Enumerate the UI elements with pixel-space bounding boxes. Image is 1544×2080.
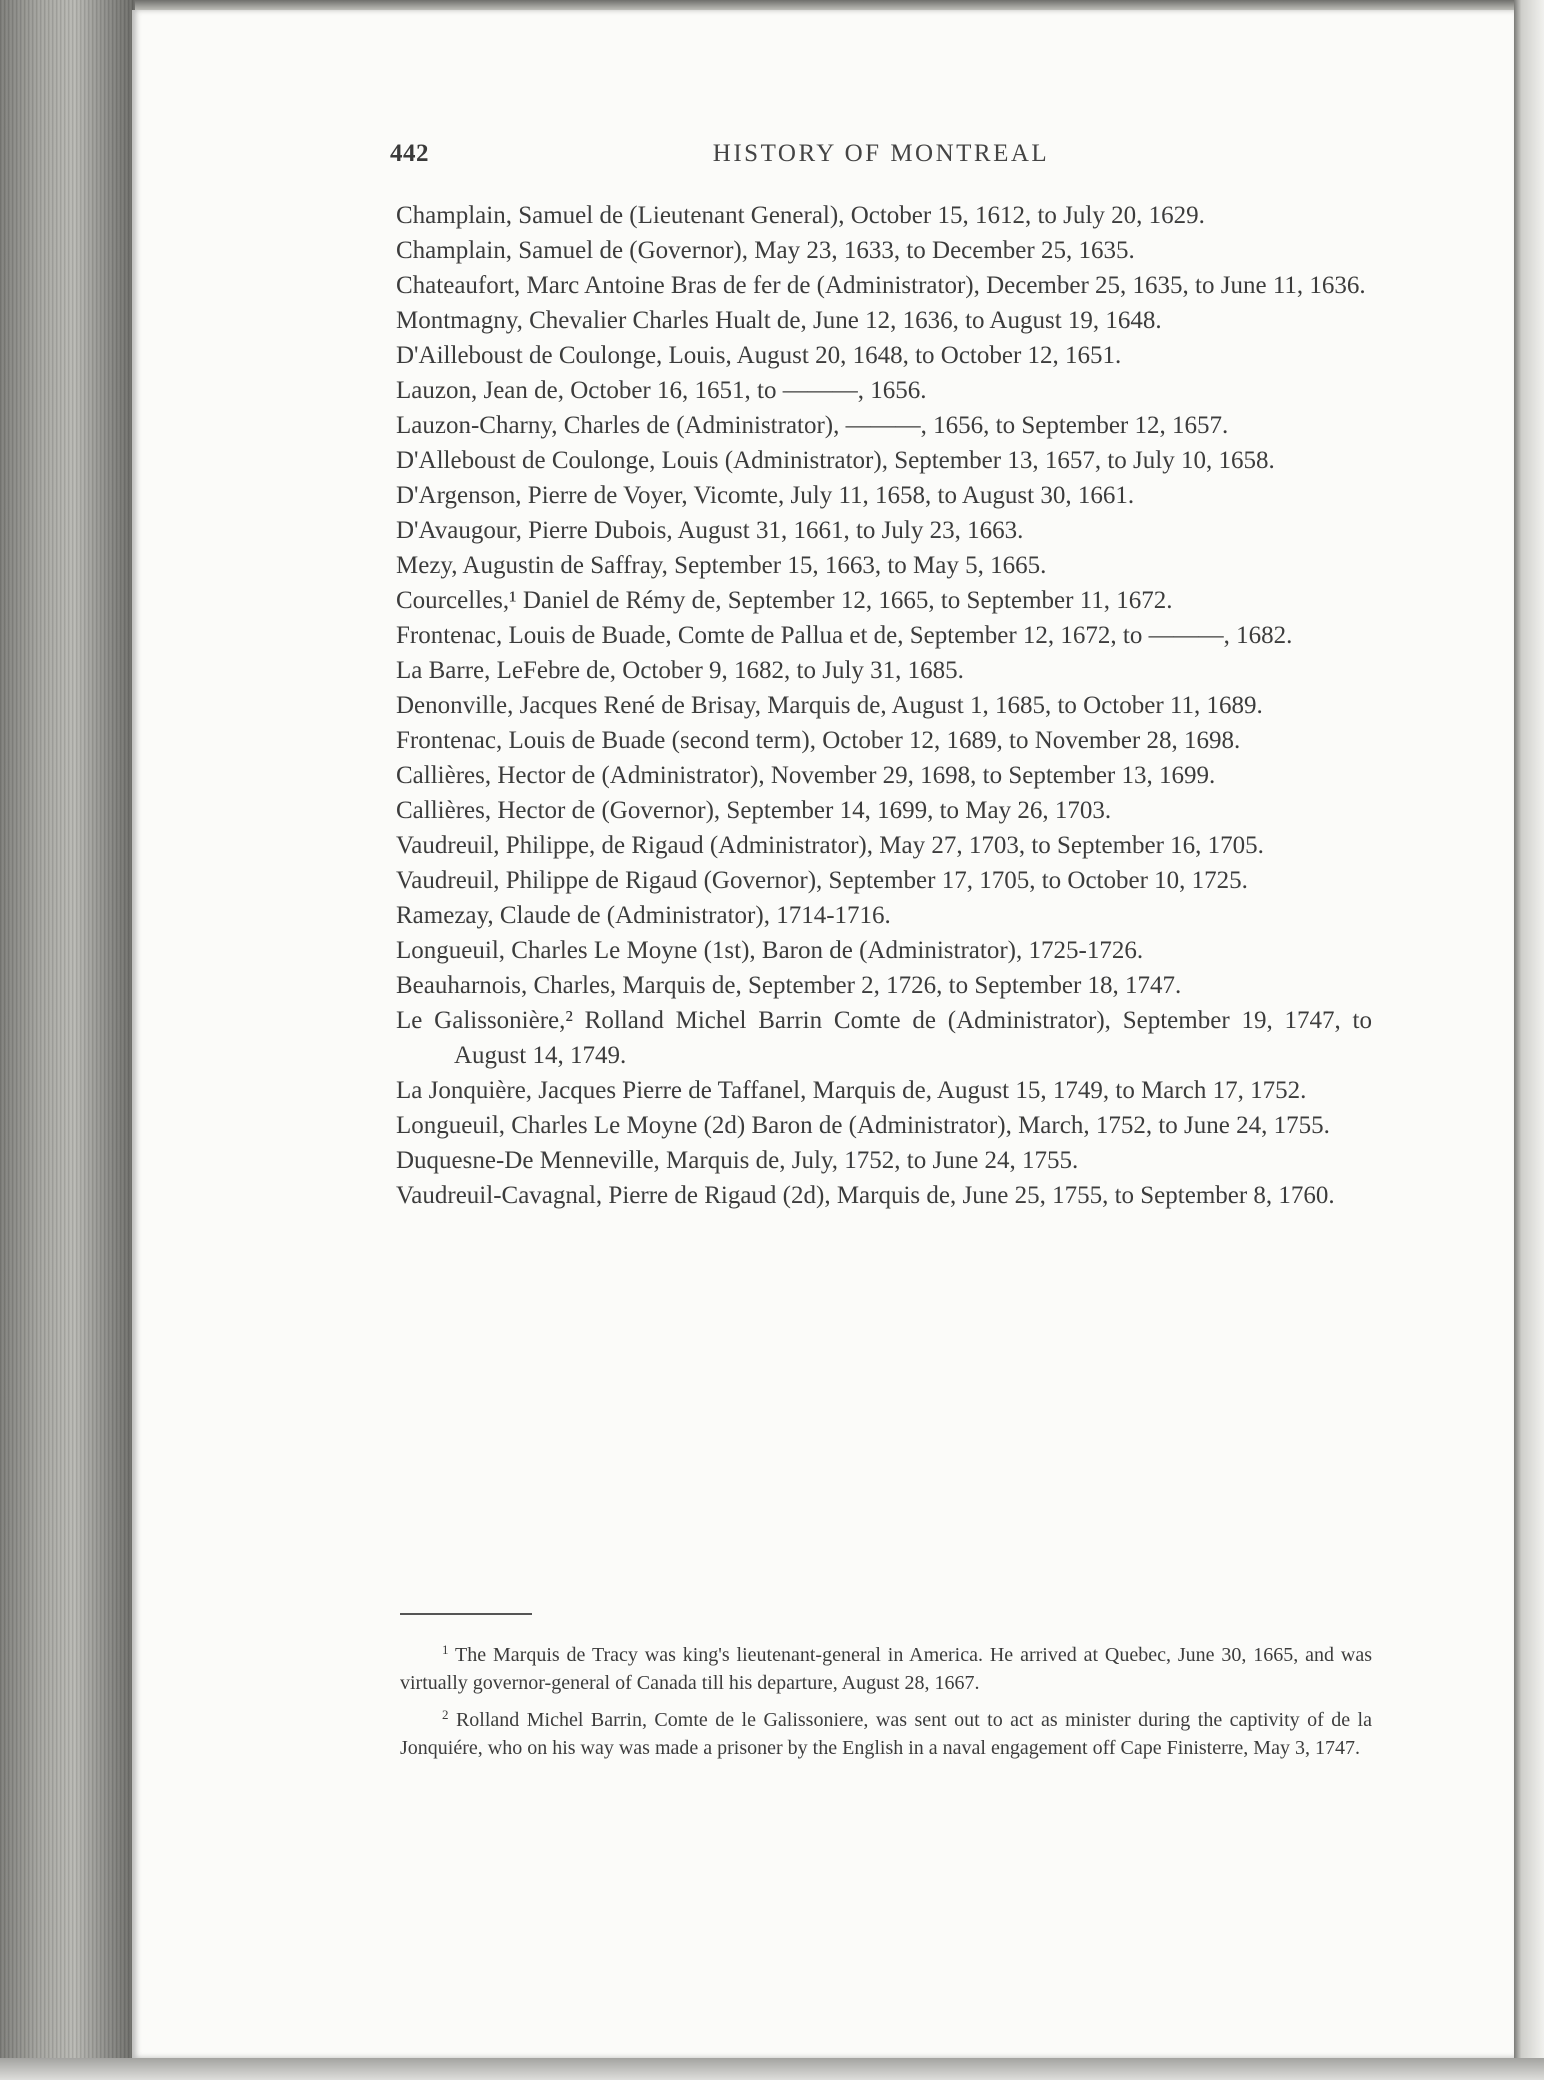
list-item: D'Avaugour, Pierre Dubois, August 31, 1661, to July 23, 1663. <box>396 517 1024 544</box>
list-item: Lauzon, Jean de, October 16, 1651, to ———, 1656. <box>396 377 927 404</box>
running-head: HISTORY OF MONTREAL <box>712 140 1050 167</box>
list-item: Courcelles,¹ Daniel de Rémy de, September 12, 1665, to September 11, 1672. <box>396 587 1173 614</box>
footnote-text: The Marquis de Tracy was king's lieutenant-general in America. He arrived at Quebec, June 30, 1665, and was virtually governor-general of Canada till his departure, August 28, 1667. <box>400 1644 1373 1694</box>
list-item: Vaudreuil, Philippe de Rigaud (Governor), September 17, 1705, to October 10, 1725. <box>396 867 1248 894</box>
list-item: La Barre, LeFebre de, October 9, 1682, to July 31, 1685. <box>396 657 964 684</box>
list-item: Lauzon-Charny, Charles de (Administrator), ———, 1656, to September 12, 1657. <box>396 412 1229 439</box>
list-item: Beauharnois, Charles, Marquis de, September 2, 1726, to September 18, 1747. <box>396 972 1182 999</box>
footnote-text: Rolland Michel Barrin, Comte de le Galissoniere, was sent out to act as minister during the captivity of de la Jonquiére, who on his way was made a prisoner by the English in a naval engagement off Cape Finisterre, May 3, 1747. <box>400 1709 1372 1759</box>
footnote-rule <box>400 1613 532 1615</box>
list-item: Callières, Hector de (Administrator), November 29, 1698, to September 13, 1699. <box>396 762 1216 789</box>
list-item: Frontenac, Louis de Buade, Comte de Pallua et de, September 12, 1672, to ———, 1682. <box>396 622 1293 649</box>
scan-right-edge <box>1514 0 1544 2080</box>
page-header <box>390 140 1372 180</box>
footnote <box>400 1701 1372 1762</box>
governor-list <box>396 198 1372 1213</box>
list-item: Champlain, Samuel de (Lieutenant General), October 15, 1612, to July 20, 1629. <box>396 202 1205 229</box>
list-item: Montmagny, Chevalier Charles Hualt de, June 12, 1636, to August 19, 1648. <box>396 307 1162 334</box>
list-item: Longueuil, Charles Le Moyne (2d) Baron de (Administrator), March, 1752, to June 24, 1755. <box>396 1112 1330 1139</box>
scan-bottom-edge <box>0 2058 1544 2080</box>
list-item: Callières, Hector de (Governor), September 14, 1699, to May 26, 1703. <box>396 797 1112 824</box>
list-item: Denonville, Jacques René de Brisay, Marquis de, August 1, 1685, to October 11, 1689. <box>396 692 1263 719</box>
list-item: Le Galissonière,² Rolland Michel Barrin Comte de (Administrator), September 19, 1747, to August 14, 1749. <box>396 1007 1372 1069</box>
list-item: Vaudreuil-Cavagnal, Pierre de Rigaud (2d), Marquis de, June 25, 1755, to September 8, 1760. <box>396 1182 1335 1209</box>
list-item: Mezy, Augustin de Saffray, September 15, 1663, to May 5, 1665. <box>396 552 1047 579</box>
book-page-edges <box>0 0 135 2080</box>
list-item: Vaudreuil, Philippe, de Rigaud (Administrator), May 27, 1703, to September 16, 1705. <box>396 832 1264 859</box>
list-item: D'Argenson, Pierre de Voyer, Vicomte, July 11, 1658, to August 30, 1661. <box>396 482 1135 509</box>
footnotes <box>400 1636 1372 1766</box>
list-item: D'Ailleboust de Coulonge, Louis, August 20, 1648, to October 12, 1651. <box>396 342 1122 369</box>
list-item: La Jonquière, Jacques Pierre de Taffanel, Marquis de, August 15, 1749, to March 17, 1752. <box>396 1077 1307 1104</box>
footnote-mark: 2 <box>442 1707 449 1722</box>
list-item: Chateaufort, Marc Antoine Bras de fer de (Administrator), December 25, 1635, to June 11, 1636. <box>396 272 1366 299</box>
scan-top-edge <box>0 0 1544 10</box>
page-number: 442 <box>390 140 429 167</box>
list-item: Champlain, Samuel de (Governor), May 23, 1633, to December 25, 1635. <box>396 237 1135 264</box>
footnote <box>400 1636 1372 1697</box>
list-item: Ramezay, Claude de (Administrator), 1714-1716. <box>396 902 891 929</box>
list-item: Frontenac, Louis de Buade (second term), October 12, 1689, to November 28, 1698. <box>396 727 1241 754</box>
footnote-mark: 1 <box>442 1642 449 1657</box>
list-item: D'Alleboust de Coulonge, Louis (Administrator), September 13, 1657, to July 10, 1658. <box>396 447 1275 474</box>
list-item: Longueuil, Charles Le Moyne (1st), Baron de (Administrator), 1725-1726. <box>396 937 1144 964</box>
list-item: Duquesne-De Menneville, Marquis de, July, 1752, to June 24, 1755. <box>396 1147 1079 1174</box>
